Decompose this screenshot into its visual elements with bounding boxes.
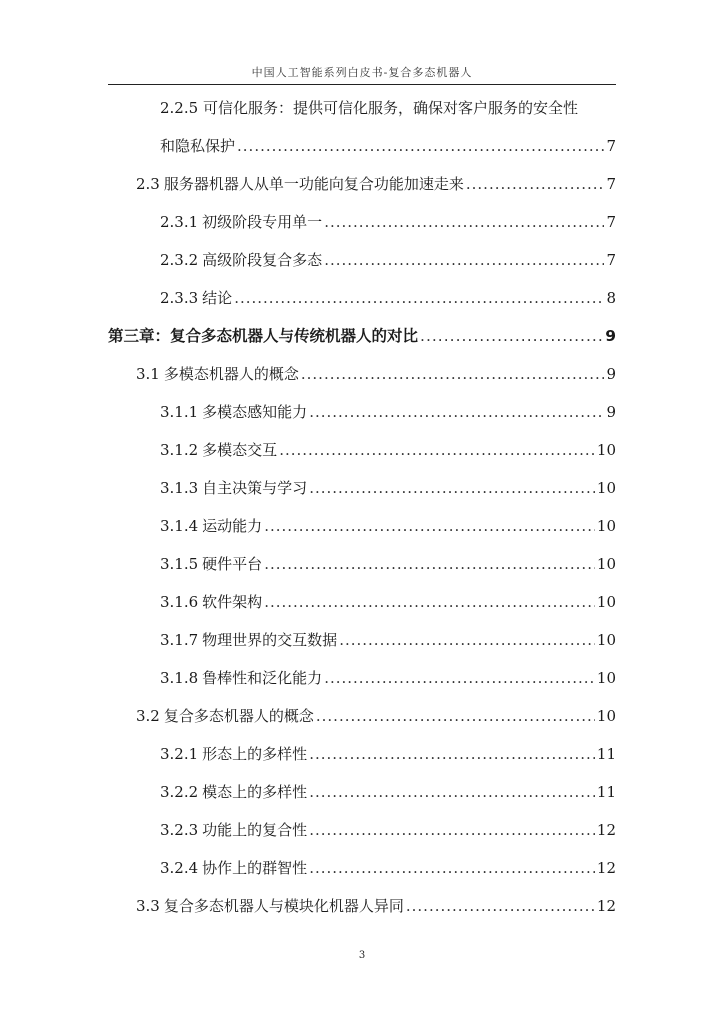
header-divider: [108, 84, 616, 85]
toc-entry-number: 3.1.7: [160, 631, 199, 649]
toc-leader-dots: [234, 288, 604, 308]
toc-entry[interactable]: [136, 706, 616, 726]
toc-entry-number: 3.1.6: [160, 593, 199, 611]
toc-entry-number: 2.3.2: [160, 251, 199, 269]
toc-entry-title: 服务器机器人从单一功能向复合功能加速走来: [163, 175, 464, 193]
toc-leader-dots: [309, 478, 595, 498]
toc-entry[interactable]: [160, 440, 616, 460]
toc-page-number: 12: [596, 859, 616, 877]
toc-entry-title: 物理世界的交互数据: [202, 631, 338, 649]
toc-entry-title-cont: 和隐私保护: [160, 137, 236, 155]
toc-entry-number: 2.2.5: [160, 99, 199, 117]
toc-page-number: 10: [596, 707, 616, 725]
toc-entry[interactable]: [160, 668, 616, 688]
toc-entry-number: 3.1.4: [160, 517, 199, 535]
toc-entry[interactable]: [160, 820, 616, 840]
toc-page-number: 9: [605, 327, 616, 345]
toc-leader-dots: [264, 554, 595, 574]
toc-leader-dots: [324, 250, 604, 270]
toc-page-number: 12: [596, 821, 616, 839]
toc-entry-title: 功能上的复合性: [202, 821, 308, 839]
toc-entry-title: 模态上的多样性: [202, 783, 308, 801]
toc-entry-title: 自主决策与学习: [202, 479, 308, 497]
toc-entry-title: 多模态感知能力: [202, 403, 308, 421]
toc-entry-title: 复合多态机器人与模块化机器人异同: [163, 897, 404, 915]
toc-entry[interactable]: [160, 858, 616, 878]
toc-entry-number: 3.2.3: [160, 821, 199, 839]
toc-entry-title: 高级阶段复合多态: [202, 251, 323, 269]
toc-page-number: 10: [596, 441, 616, 459]
toc-page-number: 11: [596, 745, 616, 763]
toc-entry-number: 3.2.2: [160, 783, 199, 801]
toc-entry[interactable]: [160, 592, 616, 612]
toc-entry-number: 3.1.1: [160, 403, 199, 421]
toc-entry[interactable]: [160, 782, 616, 802]
toc-entry-title: 复合多态机器人的概念: [163, 707, 314, 725]
toc-page-number: 11: [596, 783, 616, 801]
toc-entry-number: 2.3.1: [160, 213, 199, 231]
toc-page-number: 9: [606, 365, 616, 383]
toc-page-number: 12: [596, 897, 616, 915]
toc-entry-number: 3.2.4: [160, 859, 199, 877]
toc-page-number: 10: [596, 593, 616, 611]
toc-entry-number: 3.2: [136, 707, 160, 725]
toc-page-number: 10: [596, 517, 616, 535]
toc-entry-number: 3.1.5: [160, 555, 199, 573]
toc-page-number: 10: [596, 555, 616, 573]
toc-entry-number: 3.1.3: [160, 479, 199, 497]
toc-leader-dots: [316, 706, 595, 726]
toc-entry[interactable]: [160, 478, 616, 498]
toc-leader-dots: [264, 516, 595, 536]
toc-chapter-entry[interactable]: [108, 326, 616, 346]
toc-entry[interactable]: [160, 250, 616, 270]
toc-entry-title: 硬件平台: [202, 555, 263, 573]
toc-page-number: 10: [596, 669, 616, 687]
toc-entry[interactable]: [160, 554, 616, 574]
page-number: 3: [358, 950, 366, 961]
toc-entry-2-2-5-line1[interactable]: [160, 98, 578, 118]
toc-entry-number: 3.1.8: [160, 669, 199, 687]
toc-page-number: 7: [606, 251, 616, 269]
toc-leader-dots: [309, 858, 595, 878]
toc-entry-title: 协作上的群智性: [202, 859, 308, 877]
toc-page-number: 10: [596, 479, 616, 497]
toc-entry-title: 结论: [202, 289, 233, 307]
toc-page-number: 7: [606, 137, 616, 155]
toc-entry[interactable]: [160, 288, 616, 308]
toc-entry-number: 3.1.2: [160, 441, 199, 459]
toc-entry-number: 3.2.1: [160, 745, 199, 763]
toc-entry-number: 3.1: [136, 365, 160, 383]
toc-entry-title: 多模态交互: [202, 441, 278, 459]
toc-entry[interactable]: [160, 402, 616, 422]
toc-page-number: 7: [606, 175, 616, 193]
toc-leader-dots: [279, 440, 595, 460]
toc-leader-dots: [339, 630, 595, 650]
toc-entry[interactable]: [136, 174, 616, 194]
toc-leader-dots: [324, 668, 595, 688]
toc-page-number: 7: [606, 213, 616, 231]
toc-entry-2-2-5-line2[interactable]: [160, 136, 616, 156]
toc-entry[interactable]: [136, 364, 616, 384]
toc-chapter-title: 第三章：复合多态机器人与传统机器人的对比: [108, 327, 419, 345]
toc-leader-dots: [420, 326, 603, 346]
toc-leader-dots: [309, 820, 595, 840]
toc-leader-dots: [406, 896, 595, 916]
toc-entry[interactable]: [136, 896, 616, 916]
toc-leader-dots: [264, 592, 595, 612]
toc-entry-number: 2.3.3: [160, 289, 199, 307]
toc-entry-title: 鲁棒性和泛化能力: [202, 669, 323, 687]
toc-page-number: 8: [606, 289, 616, 307]
toc-entry-title: 运动能力: [202, 517, 263, 535]
toc-entry-title: 多模态机器人的概念: [163, 365, 299, 383]
toc-entry[interactable]: [160, 212, 616, 232]
toc-page-number: 9: [606, 403, 616, 421]
toc-entry[interactable]: [160, 744, 616, 764]
toc-leader-dots: [324, 212, 604, 232]
toc-page-number: 10: [596, 631, 616, 649]
toc-entry-number: 3.3: [136, 897, 160, 915]
toc-leader-dots: [466, 174, 605, 194]
toc-leader-dots: [309, 744, 595, 764]
toc-entry-title: 可信化服务：提供可信化服务，确保对客户服务的安全性: [202, 99, 578, 117]
toc-leader-dots: [309, 782, 595, 802]
toc-entry[interactable]: [160, 516, 616, 536]
toc-leader-dots: [309, 402, 604, 422]
toc-entry-title: 形态上的多样性: [202, 745, 308, 763]
toc-leader-dots: [237, 136, 604, 156]
running-header: 中国人工智能系列白皮书-复合多态机器人: [251, 66, 473, 79]
toc-entry[interactable]: [160, 630, 616, 650]
toc-leader-dots: [301, 364, 605, 384]
toc-entry-title: 初级阶段专用单一: [202, 213, 323, 231]
toc-entry-number: 2.3: [136, 175, 160, 193]
toc-entry-title: 软件架构: [202, 593, 263, 611]
